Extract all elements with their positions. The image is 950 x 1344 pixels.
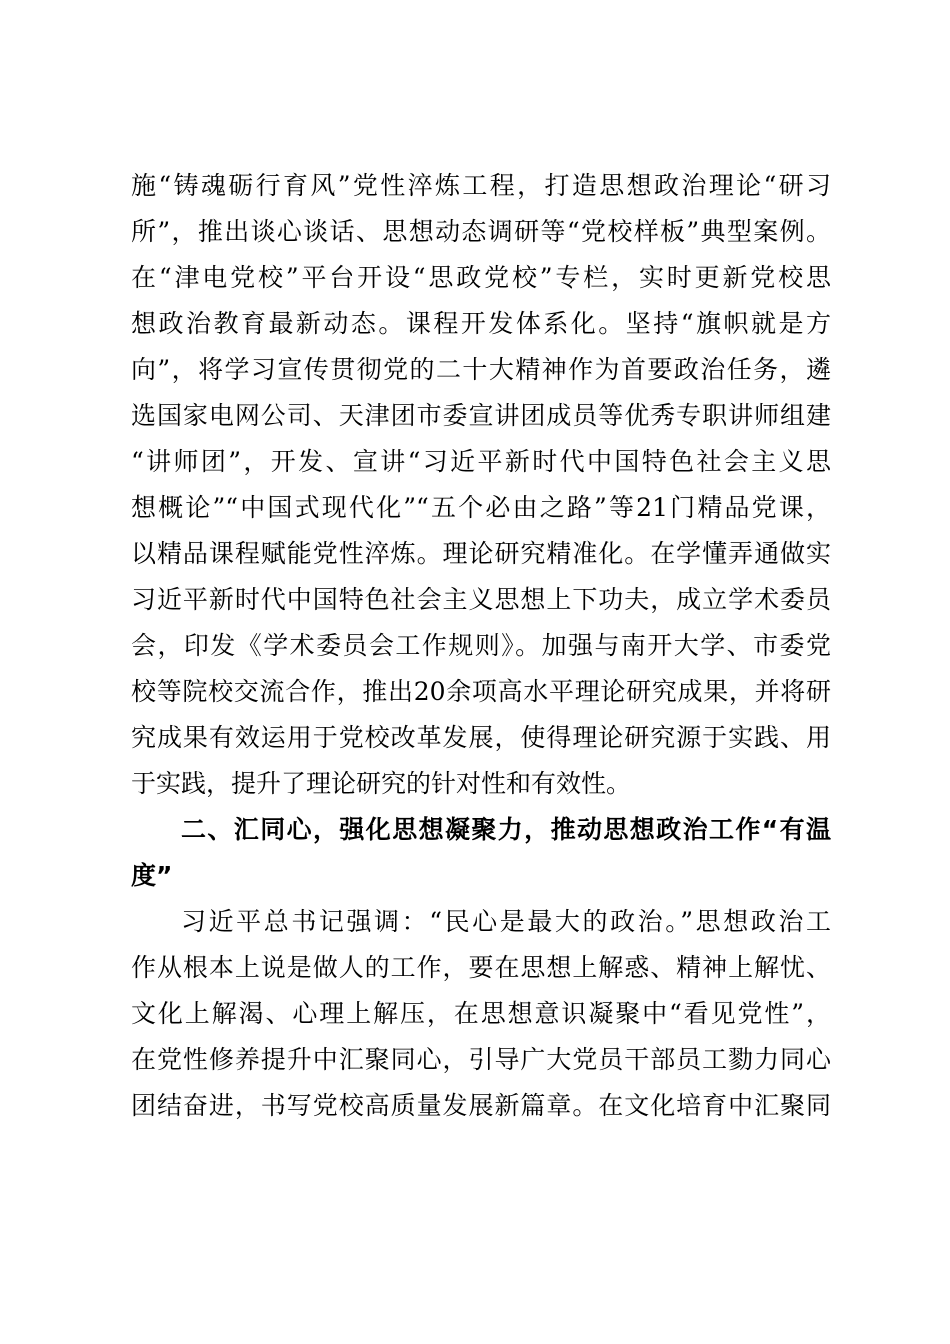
paragraph-line: 想概论”“中国式现代化”“五个必由之路”等21门精品党课， — [131, 493, 831, 522]
paragraph-line: 在“津电党校”平台开设“思政党校”专栏，实时更新党校思 — [131, 263, 831, 292]
heading-line: 二、汇同心，强化思想凝聚力，推动思想政治工作“有温 — [181, 815, 831, 844]
paragraph-line: 文化上解渴、心理上解压，在思想意识凝聚中“看见党性”， — [131, 999, 831, 1028]
paragraph-line: 习近平总书记强调：“民心是最大的政治。”思想政治工 — [181, 907, 831, 936]
heading-line: 度” — [131, 861, 173, 890]
paragraph-line: 究成果有效运用于党校改革发展，使得理论研究源于实践、用 — [131, 723, 831, 752]
paragraph-line: 施“铸魂砺行育风”党性淬炼工程，打造思想政治理论“研习 — [131, 171, 831, 200]
paragraph-line: 作从根本上说是做人的工作，要在思想上解惑、精神上解忧、 — [131, 953, 831, 982]
paragraph-line: 校等院校交流合作，推出20余项高水平理论研究成果，并将研 — [131, 677, 831, 706]
paragraph-line: 想政治教育最新动态。课程开发体系化。坚持“旗帜就是方 — [131, 309, 831, 338]
paragraph-line: 会，印发《学术委员会工作规则》。加强与南开大学、市委党 — [131, 631, 831, 660]
paragraph-line: 于实践，提升了理论研究的针对性和有效性。 — [131, 769, 632, 798]
paragraph-line: 习近平新时代中国特色社会主义思想上下功夫，成立学术委员 — [131, 585, 831, 614]
paragraph-line: “讲师团”，开发、宣讲“习近平新时代中国特色社会主义思 — [131, 447, 831, 476]
paragraph-line: 向”，将学习宣传贯彻党的二十大精神作为首要政治任务，遴 — [131, 355, 831, 384]
paragraph-line: 在党性修养提升中汇聚同心，引导广大党员干部员工勠力同心 — [131, 1045, 831, 1074]
paragraph-line: 所”，推出谈心谈话、思想动态调研等“党校样板”典型案例。 — [131, 217, 831, 246]
paragraph-line: 团结奋进，书写党校高质量发展新篇章。在文化培育中汇聚同 — [131, 1091, 831, 1120]
paragraph-line: 以精品课程赋能党性淬炼。理论研究精准化。在学懂弄通做实 — [131, 539, 831, 568]
paragraph-line: 选国家电网公司、天津团市委宣讲团成员等优秀专职讲师组建 — [131, 401, 831, 430]
